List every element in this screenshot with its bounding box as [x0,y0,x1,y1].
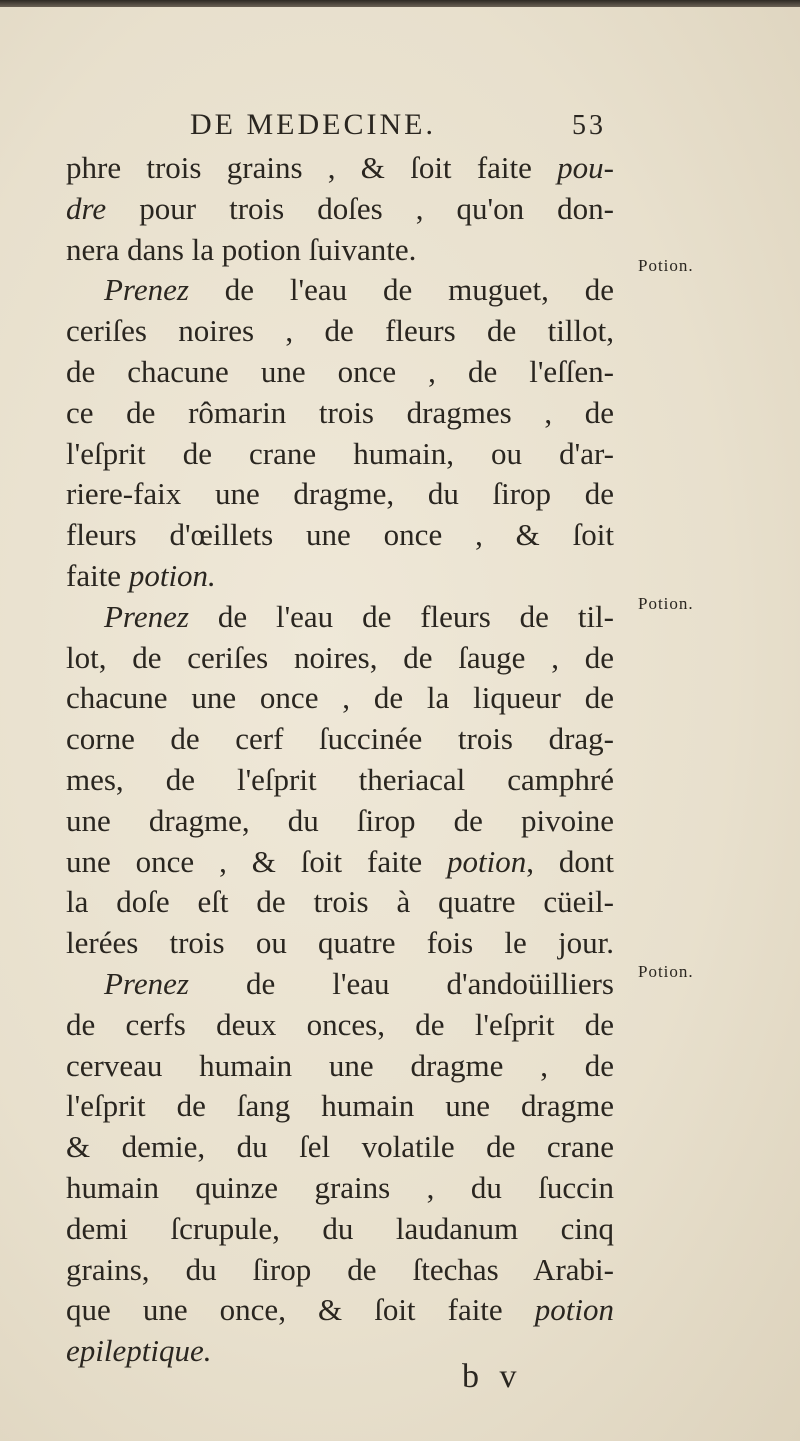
text-line [66,1290,614,1331]
page-number: 53 [572,110,606,141]
margin-note-potion-2: Potion. [638,594,694,613]
text-run: ceriſes noires , de fleurs de tillot, [66,313,614,349]
text-line [66,352,614,393]
text-line [66,842,614,883]
italic-text: potion [446,843,527,879]
text-line [66,1168,614,1209]
text-run: mes, de l'eſprit theriacal camphré [66,761,614,797]
text-line [66,1086,614,1127]
text-line [66,270,614,311]
page-top-edge [0,0,800,7]
signature-mark: b v [462,1358,523,1395]
text-run: la doſe eſt de trois à quatre cüeil- [66,884,614,920]
text-run: lot, de ceriſes noires, de ſauge , de [66,639,614,675]
text-run: ce de rômarin trois dragmes , de [66,394,614,430]
text-line [66,882,614,923]
text-run: l'eſprit de crane humain, ou d'ar- [66,435,614,471]
text-run: de chacune une once , de l'eſſen- [66,353,614,389]
text-line [66,1209,614,1250]
text-run: pour trois doſes , qu'on don- [106,190,614,226]
text-line [66,801,614,842]
italic-text: Prenez [104,965,189,1001]
text-line [66,1331,614,1372]
text-line [66,474,614,515]
text-line [66,1046,614,1087]
text-run: corne de cerf ſuccinée trois drag- [66,721,614,757]
italic-text: potion. [128,557,216,593]
text-line [66,393,614,434]
text-run: que une once, & ſoit faite [66,1292,535,1328]
text-run: de l'eau de fleurs de til- [188,598,614,634]
text-run: & demie, du ſel volatile de crane [66,1129,614,1165]
text-line [66,597,614,638]
text-run: fleurs d'œillets une once , & ſoit [66,517,614,553]
text-run: lerées trois ou quatre fois le jour. [66,925,614,961]
text-line [66,638,614,679]
margin-note-potion-1: Potion. [638,256,694,275]
running-title: DE MEDECINE. [190,108,436,141]
italic-text: dre [66,190,107,226]
text-line [66,1005,614,1046]
text-run: une once , & ſoit faite [66,843,447,879]
text-line [66,311,614,352]
running-header [190,108,610,152]
text-run: faite [66,557,129,593]
text-run: l'eſprit de ſang humain une dragme [66,1088,614,1124]
text-run: , dont [526,843,614,879]
text-line [66,1127,614,1168]
text-run: grains, du ſirop de ſtechas Arabi- [66,1251,614,1287]
text-line [66,1250,614,1291]
text-line [66,189,614,230]
body-text [66,148,614,1372]
text-run: de cerfs deux onces, de l'eſprit de [66,1006,614,1042]
text-line [66,556,614,597]
text-line [66,923,614,964]
italic-text: potion [534,1292,614,1328]
text-run: une dragme, du ſirop de pivoine [66,802,614,838]
text-run: nera dans la potion ſuivante. [66,231,417,267]
text-line [66,230,614,271]
text-run: de l'eau de muguet, de [188,272,614,308]
text-run: chacune une once , de la liqueur de [66,680,614,716]
text-line [66,515,614,556]
italic-text: pou- [557,150,614,185]
text-line [66,760,614,801]
text-line [66,434,614,475]
text-line [66,678,614,719]
text-run: riere-faix une dragme, du ſirop de [66,476,614,512]
margin-note-potion-3: Potion. [638,962,694,981]
italic-text: epileptique. [66,1333,212,1369]
text-run: humain quinze grains , du ſuccin [66,1169,614,1205]
italic-text: Prenez [104,598,189,634]
text-line [66,148,614,189]
text-run: phre trois grains , & ſoit faite [66,150,558,185]
text-line [66,719,614,760]
italic-text: Prenez [104,272,189,308]
text-run: demi ſcrupule, du laudanum cinq [66,1210,614,1246]
text-run: de l'eau d'andoüilliers [188,965,614,1001]
text-run: cerveau humain une dragme , de [66,1047,614,1083]
text-line [66,964,614,1005]
